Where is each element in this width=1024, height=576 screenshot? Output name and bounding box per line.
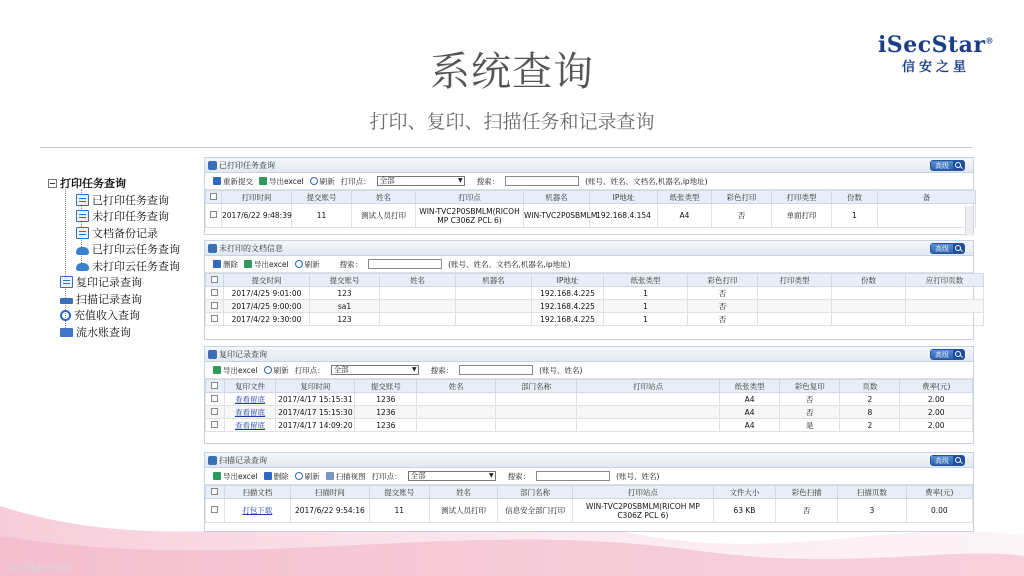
keyword-input[interactable] — [536, 471, 610, 481]
search-icon — [953, 456, 964, 465]
cell-name — [417, 393, 496, 406]
excel-icon — [259, 177, 267, 185]
cell-color: 否 — [776, 499, 838, 523]
confidential-label: Confidential — [6, 561, 73, 574]
cell-time: 2017/4/17 15:15:31 — [276, 393, 355, 406]
row-checkbox[interactable] — [211, 506, 218, 513]
reprint-label: 重新提交 — [223, 176, 253, 186]
cell-dept: 信息安全部门打印 — [498, 499, 573, 523]
cell-paper: 1 — [604, 300, 688, 313]
column-header[interactable]: 提交账号 — [355, 380, 417, 393]
brand-logo — [878, 32, 994, 75]
cell-color: 否 — [688, 300, 758, 313]
cell-paper: A4 — [720, 419, 780, 432]
print-point-label: 打印点： — [294, 365, 325, 375]
select-all-checkbox[interactable] — [210, 193, 217, 200]
advanced-search-button[interactable] — [930, 455, 965, 466]
export-excel-button[interactable] — [213, 471, 258, 482]
logo-text: iSecStar — [877, 32, 986, 58]
column-header[interactable]: 打印点 — [416, 191, 524, 204]
title-divider — [40, 147, 972, 148]
column-header[interactable]: 纸张类型 — [658, 191, 712, 204]
keyword-label: 搜索： — [339, 259, 363, 269]
cell-print-point: WIN-TVC2P0SBMLM(RICOH MP C306Z PCL 6) — [416, 204, 524, 228]
cell-dept — [496, 406, 577, 419]
column-header[interactable]: 机器名 — [456, 274, 532, 287]
cell-account: 11 — [292, 204, 352, 228]
coin-icon — [60, 310, 71, 321]
delete-icon — [213, 260, 221, 268]
cell-print-type — [758, 300, 832, 313]
copy-records-table — [205, 379, 973, 432]
refresh-label: 刷新 — [319, 176, 335, 186]
table-row[interactable] — [206, 313, 984, 326]
table-row[interactable] — [206, 393, 973, 406]
tree-item-printed-tasks[interactable] — [48, 192, 180, 209]
cell-paper: A4 — [658, 204, 712, 228]
copier-icon — [208, 350, 217, 359]
column-header[interactable]: 扫描时间 — [290, 486, 369, 499]
cell-ip: 192.168.4.154 — [590, 204, 658, 228]
column-header[interactable]: 复印文件 — [224, 380, 276, 393]
column-header[interactable]: 纸张类型 — [604, 274, 688, 287]
cell-copies — [832, 300, 906, 313]
cell-station — [577, 406, 720, 419]
column-header[interactable]: 费率(元) — [900, 380, 973, 393]
cloud-icon — [76, 263, 89, 271]
export-excel-button[interactable] — [244, 259, 289, 270]
tree-item-label: 已打印云任务查询 — [92, 243, 180, 257]
cell-machine — [456, 287, 532, 300]
cell-pages: 3 — [838, 499, 906, 523]
column-header[interactable]: 机器名 — [524, 191, 590, 204]
print-point-select[interactable]: 全部 ▼ — [331, 365, 419, 375]
advanced-search-button[interactable] — [930, 160, 965, 171]
search-hint: (账号、姓名) — [616, 471, 660, 481]
keyword-input[interactable] — [368, 259, 442, 269]
refresh-button[interactable] — [295, 471, 320, 482]
refresh-label: 刷新 — [273, 365, 289, 375]
column-header[interactable]: 彩色打印 — [712, 191, 772, 204]
printed-tasks-table — [205, 190, 976, 228]
cell-name — [417, 419, 496, 432]
cell-time: 2017/6/22 9:48:39 — [222, 204, 292, 228]
panel-title: 扫描记录查询 — [219, 455, 267, 465]
column-header[interactable]: 打印类型 — [758, 274, 832, 287]
tree-root-print-query[interactable] — [48, 175, 180, 192]
cell-color: 否 — [780, 406, 840, 419]
reprint-button[interactable] — [213, 176, 253, 187]
cell-pages: 2 — [840, 393, 900, 406]
refresh-label: 刷新 — [304, 259, 320, 269]
column-header[interactable]: 费率(元) — [906, 486, 972, 499]
cell-print-type — [758, 313, 832, 326]
table-row[interactable] — [206, 406, 973, 419]
cell-account: 1236 — [355, 406, 417, 419]
delete-button[interactable] — [264, 471, 289, 482]
view-copy-link[interactable]: 查看留底 — [235, 407, 266, 417]
cell-station — [577, 419, 720, 432]
cell-color: 否 — [688, 287, 758, 300]
tree-item-label: 流水账查询 — [76, 325, 131, 339]
delete-label: 删除 — [273, 471, 289, 481]
column-header[interactable]: 备 — [878, 191, 976, 204]
column-header[interactable]: 页数 — [840, 380, 900, 393]
cell-machine — [456, 300, 532, 313]
column-header[interactable]: 姓名 — [417, 380, 496, 393]
export-label: 导出excel — [223, 365, 258, 375]
export-label: 导出excel — [223, 471, 258, 481]
cell-name — [380, 313, 456, 326]
refresh-icon — [310, 177, 318, 185]
row-checkbox[interactable] — [211, 315, 218, 322]
panel-title: 未打印的文档信息 — [219, 243, 283, 253]
tree-item-label: 已打印任务查询 — [92, 193, 169, 207]
collapse-icon[interactable] — [48, 179, 57, 188]
row-checkbox[interactable] — [211, 289, 218, 296]
refresh-label: 刷新 — [304, 471, 320, 481]
scanner-icon — [208, 456, 217, 465]
panel-title: 复印记录查询 — [219, 349, 267, 359]
cell-copies — [832, 313, 906, 326]
print-point-label: 打印点： — [340, 176, 371, 186]
cell-account: 1236 — [355, 393, 417, 406]
column-header[interactable]: 姓名 — [429, 486, 497, 499]
search-icon — [953, 350, 964, 359]
delete-icon — [264, 472, 272, 480]
tree-item-label: 扫描记录查询 — [76, 292, 142, 306]
cell-pages: 8 — [840, 406, 900, 419]
registered-mark: ® — [985, 35, 994, 46]
scan-records-panel — [204, 452, 974, 532]
column-header[interactable]: 复印时间 — [276, 380, 355, 393]
search-hint: (账号、姓名、文档名,机器名,ip地址) — [585, 176, 708, 186]
cloud-icon — [76, 247, 89, 255]
cell-color: 否 — [780, 393, 840, 406]
tree-item-cloud-printed[interactable] — [48, 241, 180, 258]
vertical-scrollbar[interactable] — [965, 206, 973, 236]
refresh-button[interactable] — [264, 365, 289, 376]
cell-paper: A4 — [720, 393, 780, 406]
tree-item-cloud-unprinted[interactable] — [48, 258, 180, 275]
cell-time: 2017/4/25 9:00:00 — [224, 300, 310, 313]
reprint-icon — [213, 177, 221, 185]
refresh-button[interactable] — [310, 176, 335, 187]
advanced-search-button[interactable] — [930, 243, 965, 254]
column-header[interactable]: 部门名称 — [496, 380, 577, 393]
cell-time: 2017/4/25 9:01:00 — [224, 287, 310, 300]
cell-pages — [906, 287, 984, 300]
table-row[interactable] — [206, 499, 973, 523]
slide-subtitle: 打印、复印、扫描任务和记录查询 — [369, 111, 655, 133]
row-checkbox[interactable] — [211, 421, 218, 428]
cell-name — [417, 406, 496, 419]
tree-root-label: 打印任务查询 — [60, 177, 126, 191]
printer-icon — [208, 244, 217, 253]
table-row[interactable] — [206, 204, 976, 228]
logo-subtext: 信安之星 — [901, 60, 970, 75]
cell-rate: 2.00 — [900, 393, 973, 406]
advanced-search-label: 高级 — [931, 244, 953, 253]
tree-item-backup-records[interactable] — [48, 225, 180, 242]
printed-tasks-panel — [204, 157, 974, 235]
tree-item-label: 未打印云任务查询 — [92, 259, 180, 273]
search-icon — [953, 161, 964, 170]
cell-copies: 1 — [832, 204, 878, 228]
cell-account: 123 — [310, 313, 380, 326]
cell-time: 2017/4/22 9:30:00 — [224, 313, 310, 326]
cell-pages — [906, 313, 984, 326]
cell-color: 否 — [688, 313, 758, 326]
tree-item-unprinted-tasks[interactable] — [48, 208, 180, 225]
cell-color: 是 — [780, 419, 840, 432]
column-header[interactable]: 份数 — [832, 191, 878, 204]
column-header[interactable]: 打印站点 — [572, 486, 713, 499]
tree-item-scan-records[interactable] — [48, 291, 180, 308]
tree-item-ledger[interactable] — [48, 324, 180, 341]
keyword-input[interactable] — [505, 176, 579, 186]
column-header[interactable]: 打印时间 — [222, 191, 292, 204]
column-header[interactable]: 彩色打印 — [688, 274, 758, 287]
cell-machine — [456, 313, 532, 326]
refresh-icon — [295, 472, 303, 480]
magnifier-icon — [326, 472, 334, 480]
select-all-checkbox[interactable] — [211, 382, 218, 389]
print-point-select[interactable]: 全部 ▼ — [408, 471, 496, 481]
copy-icon — [60, 276, 73, 288]
scan-records-table — [205, 485, 973, 523]
cell-print-type — [758, 287, 832, 300]
cell-time: 2017/4/17 15:15:30 — [276, 406, 355, 419]
tree-item-recharge[interactable] — [48, 307, 180, 324]
cell-ip: 192.168.4.225 — [532, 300, 604, 313]
table-row[interactable] — [206, 300, 984, 313]
cell-account: 1236 — [355, 419, 417, 432]
refresh-icon — [264, 366, 272, 374]
scan-view-label: 扫描视图 — [335, 471, 366, 481]
keyword-label: 搜索： — [430, 365, 454, 375]
column-header[interactable]: 彩色扫描 — [776, 486, 838, 499]
cell-rate: 2.00 — [900, 406, 973, 419]
column-header[interactable]: 扫描文档 — [224, 486, 290, 499]
export-label: 导出excel — [254, 259, 289, 269]
column-header[interactable]: 提交账号 — [369, 486, 429, 499]
excel-icon — [213, 366, 221, 374]
column-header[interactable]: 文件大小 — [713, 486, 775, 499]
export-excel-button[interactable] — [259, 176, 304, 187]
tree-item-label: 复印记录查询 — [76, 276, 142, 290]
cell-name: 测试人员打印 — [352, 204, 416, 228]
advanced-search-label: 高级 — [931, 456, 953, 465]
advanced-search-label: 高级 — [931, 350, 953, 359]
cell-account: 11 — [369, 499, 429, 523]
tree-item-label: 充值收入查询 — [74, 309, 140, 323]
search-hint: (账号、姓名、文档名,机器名,ip地址) — [448, 259, 571, 269]
column-header[interactable]: 打印类型 — [772, 191, 832, 204]
cell-print-type: 单面打印 — [772, 204, 832, 228]
cell-pages: 2 — [840, 419, 900, 432]
delete-button[interactable] — [213, 259, 238, 270]
column-header[interactable]: 提交账号 — [310, 274, 380, 287]
advanced-search-button[interactable] — [930, 349, 965, 360]
advanced-search-label: 高级 — [931, 161, 953, 170]
column-header[interactable]: 打印站点 — [577, 380, 720, 393]
column-header[interactable]: 应打印页数 — [906, 274, 984, 287]
cell-ip: 192.168.4.225 — [532, 313, 604, 326]
view-copy-link[interactable]: 查看留底 — [235, 394, 266, 404]
row-checkbox[interactable] — [210, 211, 217, 218]
copy-records-panel — [204, 346, 974, 444]
print-point-label: 打印点： — [371, 471, 402, 481]
cell-pages — [906, 300, 984, 313]
column-header[interactable]: 部门名称 — [498, 486, 573, 499]
slide-title: 系统查询 — [430, 49, 594, 95]
column-header[interactable]: 份数 — [832, 274, 906, 287]
excel-icon — [244, 260, 252, 268]
table-row[interactable] — [206, 287, 984, 300]
search-hint: (账号、姓名) — [539, 365, 583, 375]
column-header[interactable]: 姓名 — [352, 191, 416, 204]
column-header[interactable]: 姓名 — [380, 274, 456, 287]
select-all-checkbox[interactable] — [211, 488, 218, 495]
column-header[interactable]: IP地址 — [532, 274, 604, 287]
tree-item-label: 文档备份记录 — [92, 226, 158, 240]
cell-paper: 1 — [604, 287, 688, 300]
column-header[interactable]: 彩色复印 — [780, 380, 840, 393]
cell-account: sa1 — [310, 300, 380, 313]
ledger-icon — [60, 328, 73, 337]
refresh-button[interactable] — [295, 259, 320, 270]
row-checkbox[interactable] — [211, 408, 218, 415]
panel-title: 已打印任务查询 — [219, 160, 275, 170]
delete-label: 删除 — [223, 259, 238, 269]
cell-time: 2017/4/17 14:09:20 — [276, 419, 355, 432]
column-header[interactable]: IP地址 — [590, 191, 658, 204]
cell-dept — [496, 393, 577, 406]
excel-icon — [213, 472, 221, 480]
navigation-tree — [48, 175, 180, 340]
keyword-label: 搜索： — [507, 471, 531, 481]
view-copy-link[interactable]: 查看留底 — [235, 420, 266, 430]
column-header[interactable]: 提交账号 — [292, 191, 352, 204]
tree-item-label: 未打印任务查询 — [92, 210, 169, 224]
cell-time: 2017/6/22 9:54:16 — [290, 499, 369, 523]
cell-ip: 192.168.4.225 — [532, 287, 604, 300]
scanner-icon — [60, 298, 73, 304]
cell-account: 123 — [310, 287, 380, 300]
column-header[interactable]: 提交时间 — [224, 274, 310, 287]
keyword-input[interactable] — [459, 365, 533, 375]
cell-copies — [832, 287, 906, 300]
cell-station — [577, 393, 720, 406]
cell-dept — [496, 419, 577, 432]
export-excel-button[interactable] — [213, 365, 258, 376]
document-icon — [76, 194, 89, 206]
row-checkbox[interactable] — [211, 395, 218, 402]
unprinted-docs-panel — [204, 240, 974, 340]
cell-color: 否 — [712, 204, 772, 228]
search-icon — [953, 244, 964, 253]
unprinted-docs-table — [205, 273, 984, 326]
document-icon — [76, 210, 89, 222]
cell-name — [380, 300, 456, 313]
scan-view-button[interactable] — [326, 471, 366, 482]
cell-paper: A4 — [720, 406, 780, 419]
cell-note — [878, 204, 976, 228]
printer-icon — [208, 161, 217, 170]
export-label: 导出excel — [269, 176, 304, 186]
row-checkbox[interactable] — [211, 302, 218, 309]
cell-rate: 0.00 — [906, 499, 972, 523]
document-icon — [76, 227, 89, 239]
print-point-select[interactable]: 全部 ▼ — [377, 176, 465, 186]
table-row[interactable] — [206, 419, 973, 432]
cell-name: 测试人员打印 — [429, 499, 497, 523]
select-all-checkbox[interactable] — [211, 276, 218, 283]
cell-size: 63 KB — [713, 499, 775, 523]
refresh-icon — [295, 260, 303, 268]
column-header[interactable]: 纸张类型 — [720, 380, 780, 393]
keyword-label: 搜索： — [476, 176, 500, 186]
cell-name — [380, 287, 456, 300]
cell-paper: 1 — [604, 313, 688, 326]
column-header[interactable]: 扫描页数 — [838, 486, 906, 499]
cell-station: WIN-TVC2P0SBMLM(RICOH MP C306Z PCL 6) — [572, 499, 713, 523]
cell-machine: WIN-TVC2P0SBMLM — [524, 204, 590, 228]
download-package-link[interactable]: 打包下载 — [242, 506, 273, 515]
cell-rate: 2.00 — [900, 419, 973, 432]
tree-item-copy-records[interactable] — [48, 274, 180, 291]
